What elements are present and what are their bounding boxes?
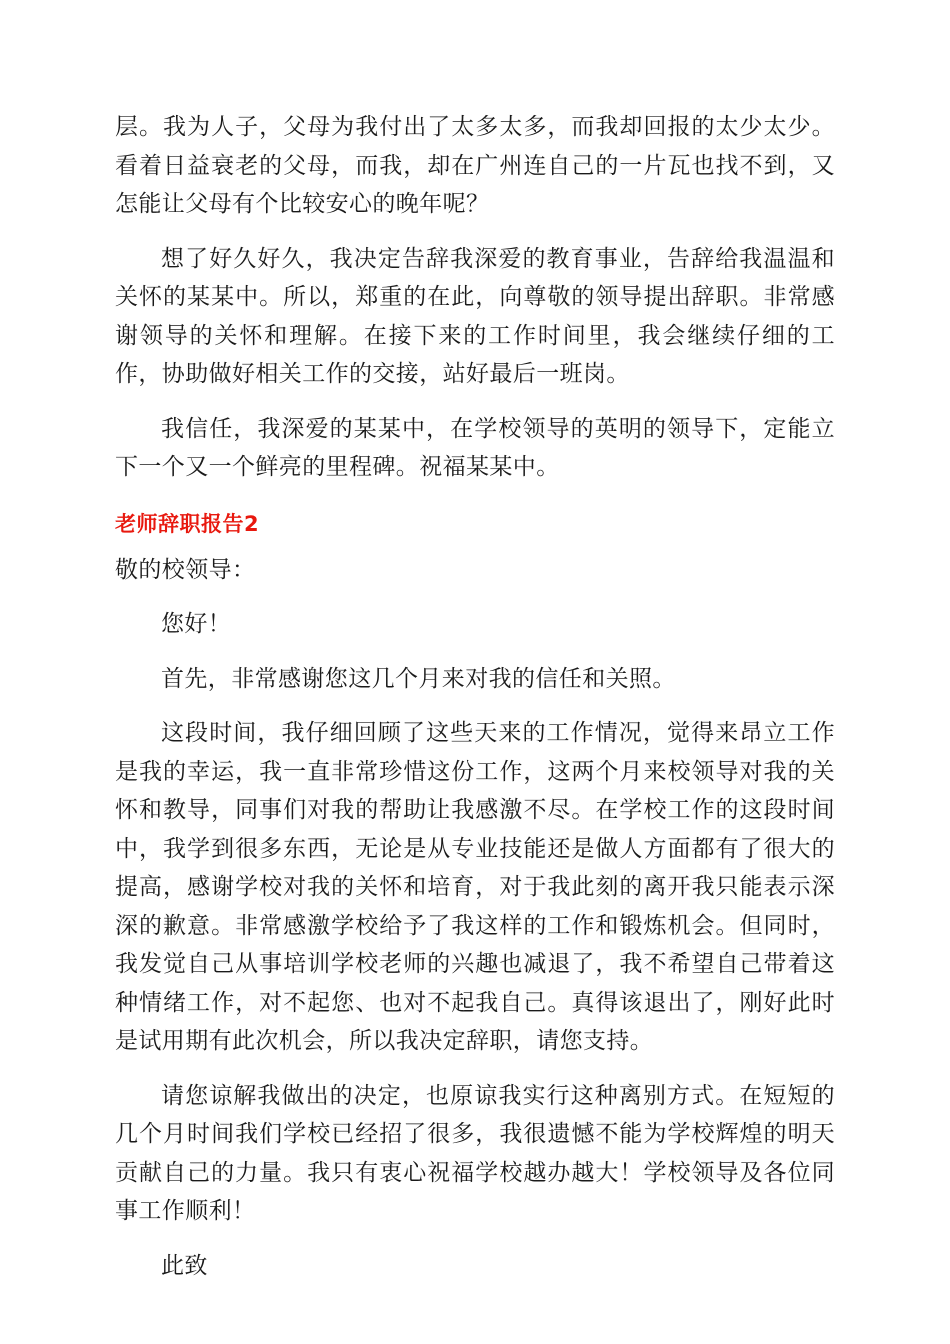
section-heading: 老师辞职报告2 <box>115 511 260 536</box>
letter-paragraph-apology: 请您谅解我做出的决定，也原谅我实行这种离别方式。在短短的几个月时间我们学校已经招了很多，我很遗憾不能为学校辉煌的明天贡献自己的力量。我只有衷心祝福学校越办越大！学校领导及各位同事工作顺利！ <box>115 1082 835 1224</box>
document-page <box>115 108 835 1285</box>
letter-salutation: 敬的校领导： <box>115 556 256 583</box>
paragraph-blessing: 我信任，我深爱的某某中，在学校领导的英明的领导下，定能立下一个又一个鲜亮的里程碑。祝福某某中。 <box>115 415 835 480</box>
paragraph-continuation: 层。我为人子，父母为我付出了太多太多，而我却回报的太少太少。看着日益衰老的父母，而我，却在广州连自己的一片瓦也找不到，又怎能让父母有个比较安心的晚年呢？ <box>115 114 835 217</box>
letter-closing: 此致 <box>161 1252 208 1279</box>
letter-paragraph-thanks: 首先，非常感谢您这几个月来对我的信任和关照。 <box>161 665 676 692</box>
paragraph-resignation-decision: 想了好久好久，我决定告辞我深爱的教育事业，告辞给我温温和关怀的某某中。所以，郑重的在此，向尊敬的领导提出辞职。非常感谢领导的关怀和理解。在接下来的工作时间里，我会继续仔细的工作，协助做好相关工作的交接，站好最后一班岗。 <box>115 245 835 387</box>
letter-paragraph-reflection: 这段时间，我仔细回顾了这些天来的工作情况，觉得来昂立工作是我的幸运，我一直非常珍惜这份工作，这两个月来校领导对我的关怀和教导，同事们对我的帮助让我感激不尽。在学校工作的这段时间中，我学到很多东西，无论是从专业技能还是做人方面都有了很大的提高，感谢学校对我的关怀和培育，对于我此刻的离开我只能表示深深的歉意。非常感激学校给予了我这样的工作和锻炼机会。但同时，我发觉自己从事培训学校老师的兴趣也减退了，我不希望自己带着这种情绪工作，对不起您、也对不起我自己。真得该退出了，刚好此时是试用期有此次机会，所以我决定辞职，请您支持。 <box>115 720 835 1054</box>
letter-greeting: 您好！ <box>161 611 232 637</box>
